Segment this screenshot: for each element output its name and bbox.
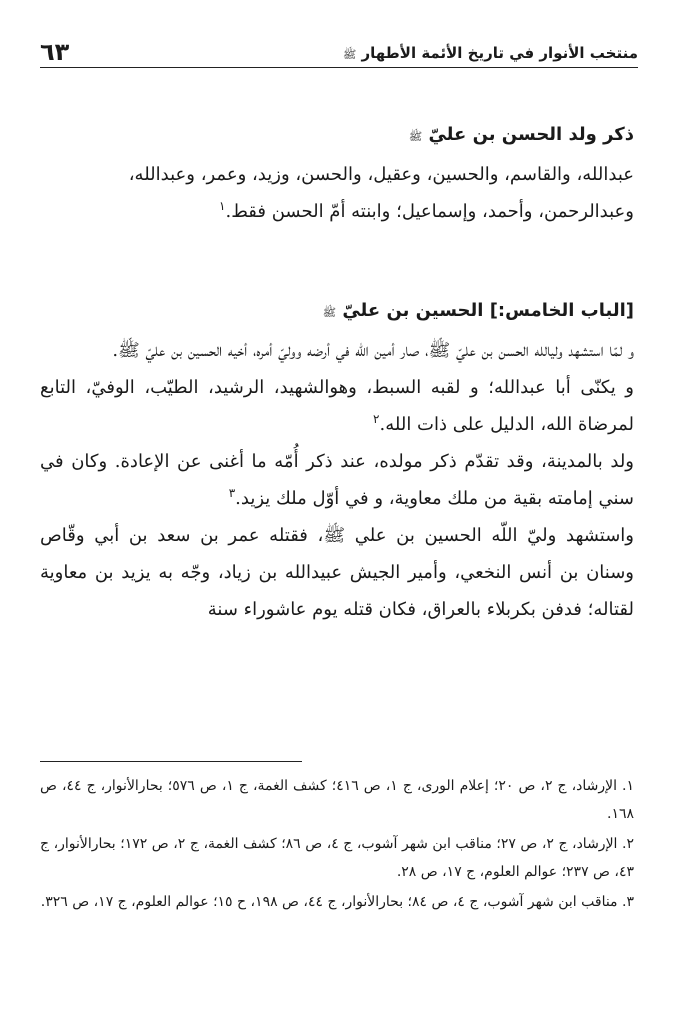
running-header bbox=[40, 30, 638, 68]
paragraph-4: واستشهد وليّ اللّه الحسين بن علي ﷺ، فقتله عمر بن سعد بن أبي وقّاص وسنان بن أنس النخعي، وأمير الجيش عبيدالله بن زياد، وجّه به يزيد بن معاوية لقتاله؛ فدفن بكربلاء بالعراق، فكان قتله يوم عاشوراء سنة bbox=[40, 525, 635, 620]
section-children-of-hasan bbox=[40, 124, 634, 230]
paragraph-3: ولد بالمدينة، وقد تقدّم ذكر مولده، عند ذكر أُمّه ما أغنى عن الإعادة. وكان في سني إمامته بقية من ملك معاوية، و في أوّل ملك يزيد.$^٣$ bbox=[40, 451, 634, 509]
paragraph-2: و يكنّى أبا عبدالله؛ و لقبه السبط، وهوالشهيد، الرشيد، الطيّب، الوفيّ، التابع لمرضاة الله، الدليل على ذات الله.$^٢$ bbox=[40, 377, 634, 435]
footnote-ref: ٣ bbox=[228, 486, 236, 500]
section-chapter-five bbox=[40, 300, 634, 628]
children-list-line-2: وعبدالرحمن، وأحمد، وإسماعيل؛ وابنته أمّ الحسن فقط.$^١$ bbox=[219, 199, 634, 222]
footnote-2: ٢. الإرشاد، ج ٢، ص ٢٧؛ مناقب ابن شهر آشوب، ج ٤، ص ٨٦؛ كشف الغمة، ج ٢، ص ١٧٢؛ بحارالأنوار، ج ٤٣، ص ٢٣٧؛ عوالم العلوم، ج ١٧، ص ٢٨. bbox=[40, 836, 634, 880]
section-heading: ذكر ولد الحسن بن عليّ ﷺ bbox=[408, 124, 634, 145]
children-list-line-1: عبدالله، والقاسم، والحسين، وعقيل، والحسن، وزيد، وعمر، وعبدالله، bbox=[128, 164, 634, 185]
footnote-1: ١. الإرشاد، ج ٢، ص ٢٠؛ إعلام الورى، ج ١، ص ٤١٦؛ كشف الغمة، ج ١، ص ٥٧٦؛ بحارالأنوار، ج ٤٤، ص ١٦٨. bbox=[40, 778, 634, 822]
page-number: ٦٣ bbox=[40, 38, 70, 66]
footnote-ref: ٢ bbox=[373, 412, 380, 426]
footnote-3: ٣. مناقب ابن شهر آشوب، ج ٤، ص ٨٤؛ بحارالأنوار، ج ٤٤، ص ١٩٨، ح ١٥؛ عوالم العلوم، ج ١٧، ص ٣٢٦. bbox=[40, 894, 634, 910]
paragraph-1: و لمّا استشهد وليالله الحسن بن عليّ ﷺ، صار أمين الله في أرضه ووليّ أمره، أخيه الحسين بن عليّ ﷺ. bbox=[112, 340, 634, 361]
chapter-heading: [الباب الخامس:] الحسين بن عليّ ﷺ bbox=[322, 300, 634, 321]
footnote-divider bbox=[40, 761, 302, 762]
footnote-ref: ١ bbox=[219, 199, 226, 213]
footnotes bbox=[40, 772, 634, 918]
book-title: منتخب الأنوار في تاريخ الأئمة الأطهار ﷺ bbox=[342, 44, 638, 62]
